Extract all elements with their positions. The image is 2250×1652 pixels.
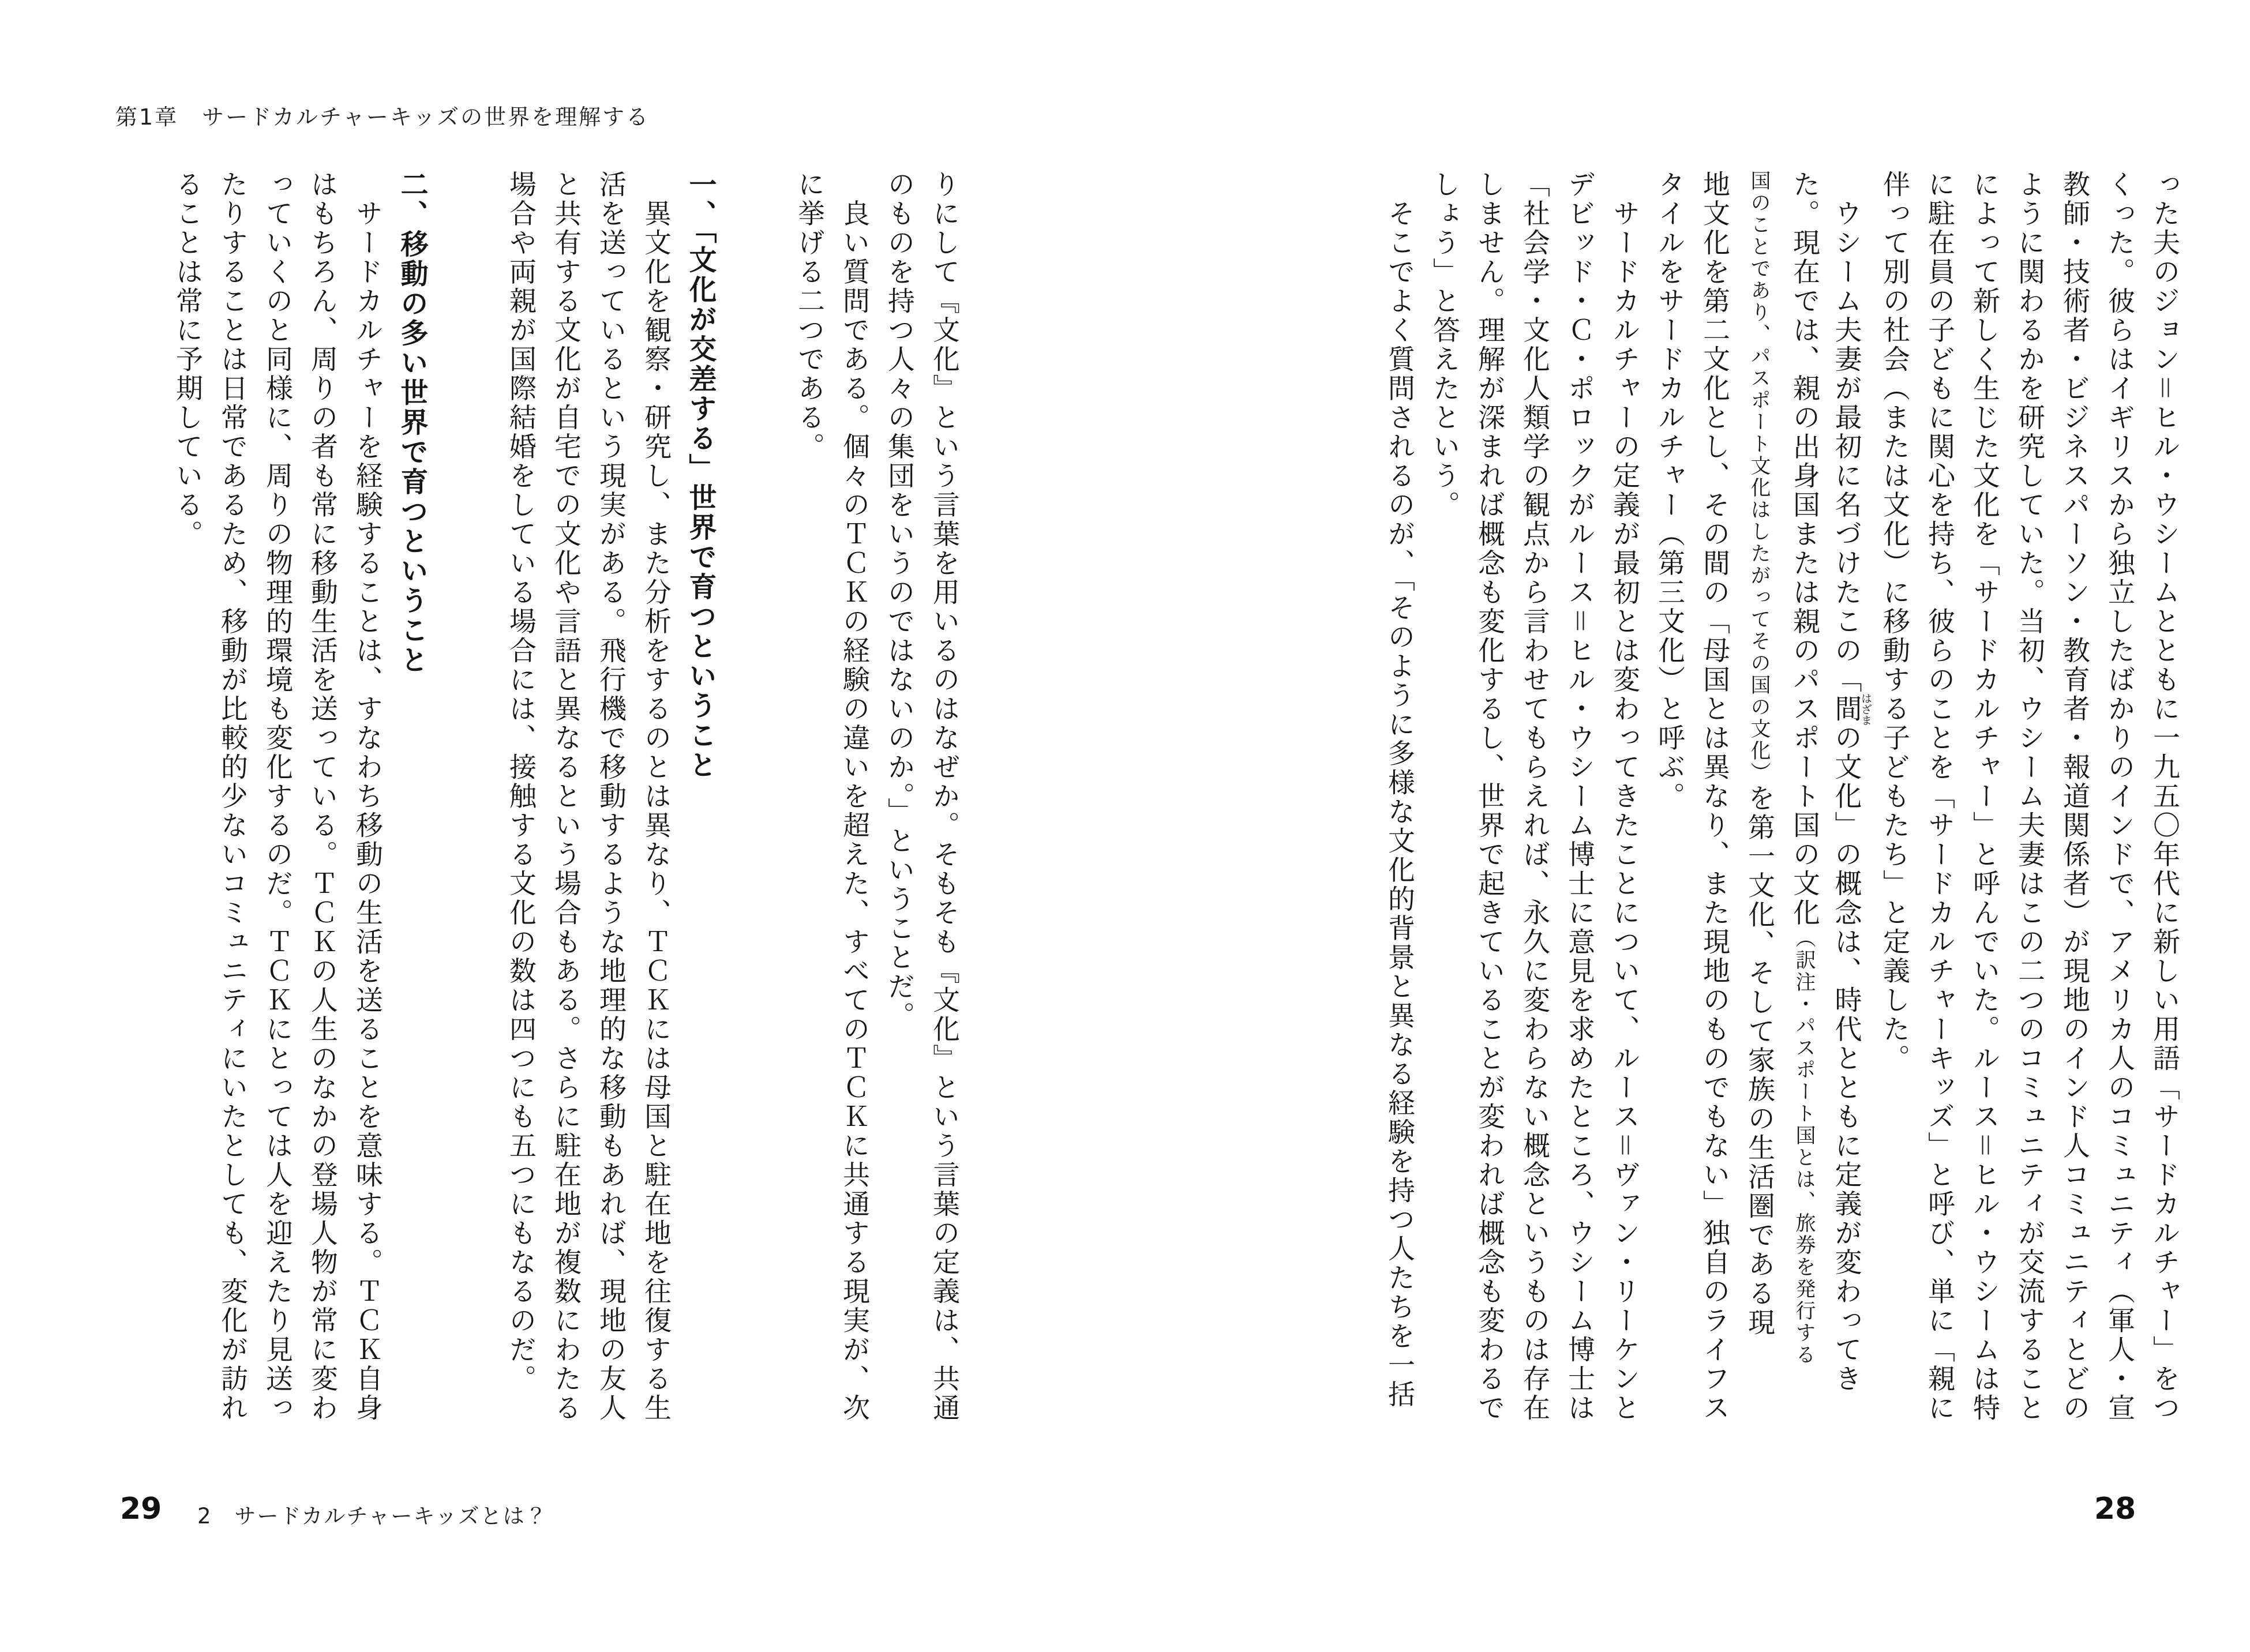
- ruby-annotated-word: 間はざま: [1830, 692, 1872, 726]
- page-28-text-block: [1377, 170, 2187, 1422]
- text-column: サードカルチャーの定義が最初とは変わってきたことについて、ルース＝ヴァン・リーケンと: [1608, 199, 1640, 1423]
- text-column: に挙げる二つである。: [793, 170, 825, 461]
- text-column: くった。彼らはイギリスから独立したばかりのインドで、アメリカ人のコミュニティ（軍人・宣: [2103, 170, 2135, 1423]
- text-column: デビッド・Ｃ・ポロックがルース＝ヒル・ウシーム博士に意見を求めたところ、ウシーム博士は: [1563, 170, 1595, 1423]
- text-column: ように関わるかを研究していた。当初、ウシーム夫妻はこの二つのコミュニティが交流すること: [2013, 170, 2045, 1423]
- text-column: しません。理解が深まれば概念も変化するし、世界で起きていることが変われば概念も変わるで: [1473, 170, 1505, 1423]
- text-column: っていくのと同様に、周りの物理的環境も変化するのだ。ＴＣＫにとっては人を迎えたり見送っ: [261, 170, 293, 1423]
- text-column: と共有する文化が自宅での文化や言語と異なるという場合もある。さらに駐在地が複数にわたる: [550, 170, 582, 1423]
- text-column: のものを持つ人々の集団をいうのではないのか。」ということだ。: [883, 170, 915, 1031]
- text-column: に駐在員の子どもに関心を持ち、彼らのことを「サードカルチャーキッズ」と呼び、単に「親に: [1923, 170, 1955, 1423]
- text-column: 場合や両親が国際結婚をしている場合には、接触する文化の数は四つにも五つにもなるのだ。: [505, 170, 537, 1394]
- text-column: 「社会学・文化人類学の観点から言わせてもらえれば、永久に変わらない概念というものは存在: [1518, 170, 1550, 1423]
- text-column: しょう」と答えたという。: [1428, 170, 1460, 520]
- text-column: ウシーム夫妻が最初に名づけたこの「間はざまの文化」の概念は、時代とともに定義が変わってき: [1830, 199, 1872, 1394]
- text-column: 活を送っているという現実がある。飛行機で移動するような地理的な移動もあれば、現地の友人: [595, 170, 627, 1423]
- text-column: ることは常に予期している。: [171, 170, 203, 549]
- page-number-left: 29: [120, 1492, 162, 1526]
- translator-note: 国のことであり、パスポート文化はしたがってその国の文化）: [1747, 170, 1771, 784]
- text-column: によって新しく生じた文化を「サードカルチャー」と呼んでいた。ルース＝ヒル・ウシームは特: [1968, 170, 2000, 1423]
- section-heading: 二、移動の多い世界で育つということ: [396, 170, 428, 675]
- page-29-text-block: [164, 170, 966, 1422]
- text-column: サードカルチャーを経験することは、すなわち移動の生活を送ることを意味する。ＴＣＫ自身: [351, 199, 383, 1423]
- text-column: った夫のジョン＝ヒル・ウシームとともに一九五〇年代に新しい用語「サードカルチャー」をつ: [2148, 170, 2180, 1423]
- text-column: 地文化を第二文化とし、その間の「母国とは異なり、また現地のものでもない」独自のライフス: [1698, 170, 1730, 1423]
- text-column: はもちろん、周りの者も常に移動生活を送っている。ＴＣＫの人生のなかの登場人物が常に変わ: [306, 170, 338, 1423]
- text-column: 伴って別の社会（または文化）に移動する子どもたち」と定義した。: [1878, 170, 1910, 1073]
- footer-section-title: 2 サードカルチャーキッズとは？: [197, 1504, 548, 1529]
- text-column: たりすることは日常であるため、移動が比較的少ないコミュニティにいたとしても、変化が訪れ: [216, 170, 248, 1423]
- page-number-right: 28: [2094, 1492, 2136, 1526]
- text-column: 教師・技術者・ビジネスパーソン・教育者・報道関係者）が現地のインド人コミュニティとどの: [2058, 170, 2090, 1423]
- text-column: りにして『文化』という言葉を用いるのはなぜか。そもそも『文化』という言葉の定義は、共通: [928, 170, 960, 1423]
- text-column: 良い質問である。個々のＴＣＫの経験の違いを超えた、すべてのＴＣＫに共通する現実が、次: [838, 199, 870, 1423]
- running-header: 第1章 サードカルチャーキッズの世界を理解する: [115, 104, 650, 130]
- text-column: タイルをサードカルチャー（第三文化）と呼ぶ。: [1653, 170, 1685, 811]
- section-heading: 一、「文化が交差する」世界で育つということ: [684, 170, 717, 780]
- translator-note: （訳注・パスポート国とは、旅券を発行する: [1792, 928, 1816, 1366]
- text-column: 国のことであり、パスポート文化はしたがってその国の文化）を第一文化、そして家族の生活圏である現: [1743, 170, 1775, 1338]
- text-column: そこでよく質問されるのが、「そのように多様な文化的背景と異なる経験を持つ人たちを一括: [1383, 199, 1415, 1409]
- text-column: 異文化を観察・研究し、また分析をするのとは異なり、ＴＣＫには母国と駐在地を往復する生: [640, 199, 672, 1423]
- text-column: た。現在では、親の出身国または親のパスポート国の文化（訳注・パスポート国とは、旅券を発行する: [1788, 170, 1820, 1366]
